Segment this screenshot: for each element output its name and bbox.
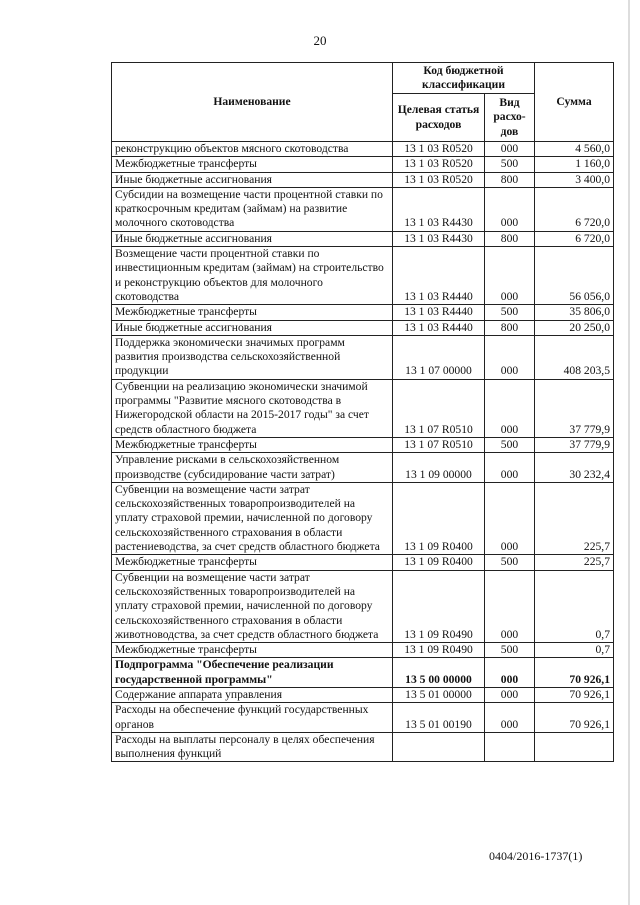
row-sum: 408 203,5 [535,335,614,379]
row-name: Иные бюджетные ассигнования [112,172,393,187]
row-name: Межбюджетные трансферты [112,437,393,452]
row-name: Межбюджетные трансферты [112,643,393,658]
row-sum: 0,7 [535,643,614,658]
row-name: Субвенции на возмещение части затрат сельскохозяйственных товаропроизводителей на уплату страховой премии, начисленной по договору сельскохозяйственного страхования в области животноводства, за счет средств областного бюджета [112,570,393,642]
row-type: 500 [485,643,535,658]
row-type: 000 [485,453,535,483]
row-code: 13 1 09 R0490 [393,643,485,658]
row-type: 000 [485,187,535,231]
row-code: 13 1 09 R0490 [393,570,485,642]
table-row [112,482,614,554]
row-sum: 0,7 [535,570,614,642]
row-sum: 70 926,1 [535,703,614,733]
row-name: Субсидии на возмещение части процентной ставки по краткосрочным кредитам (займам) на развитие молочного скотоводства [112,187,393,231]
row-code: 13 5 00 00000 [393,658,485,688]
table-row [112,687,614,702]
header-name: Наименование [112,63,393,142]
row-type: 000 [485,570,535,642]
row-sum: 37 779,9 [535,437,614,452]
row-sum: 6 720,0 [535,231,614,246]
row-code: 13 5 01 00190 [393,703,485,733]
row-sum: 225,7 [535,555,614,570]
row-type: 000 [485,482,535,554]
table-row [112,247,614,305]
table-row [112,379,614,437]
row-code: 13 1 03 R4440 [393,320,485,335]
document-id: 0404/2016-1737(1) [489,849,583,863]
table-row [112,453,614,483]
row-name: Межбюджетные трансферты [112,555,393,570]
table-row [112,335,614,379]
row-sum: 225,7 [535,482,614,554]
row-code [393,732,485,762]
row-name: Расходы на обеспечение функций государственных органов [112,703,393,733]
row-sum: 56 056,0 [535,247,614,305]
row-type [485,732,535,762]
row-name: Субвенции на возмещение части затрат сельскохозяйственных товаропроизводителей на уплату страховой премии, начисленной по договору сельскохозяйственного страхования в области растениеводства, за счет средств областного бюджета [112,482,393,554]
row-name: Расходы на выплаты персоналу в целях обеспечения выполнения функций [112,732,393,762]
row-type: 000 [485,247,535,305]
row-type: 000 [485,703,535,733]
row-sum: 3 400,0 [535,172,614,187]
table-row [112,643,614,658]
row-sum [535,732,614,762]
row-name: Иные бюджетные ассигнования [112,320,393,335]
row-code: 13 1 03 R4440 [393,247,485,305]
row-code: 13 1 09 R0400 [393,482,485,554]
row-name: Иные бюджетные ассигнования [112,231,393,246]
row-type: 000 [485,658,535,688]
row-type: 500 [485,555,535,570]
row-code: 13 1 09 R0400 [393,555,485,570]
row-sum: 70 926,1 [535,687,614,702]
row-name: Возмещение части процентной ставки по инвестиционным кредитам (займам) на строительство и реконструкцию объектов для молочного скотоводства [112,247,393,305]
row-type: 000 [485,379,535,437]
row-type: 800 [485,320,535,335]
table-row [112,658,614,688]
row-type: 500 [485,157,535,172]
row-sum: 70 926,1 [535,658,614,688]
row-sum: 20 250,0 [535,320,614,335]
row-type: 500 [485,305,535,320]
table-row [112,172,614,187]
header-code-group: Код бюджетной классификации [393,63,535,94]
row-sum: 6 720,0 [535,187,614,231]
row-sum: 35 806,0 [535,305,614,320]
row-code: 13 1 03 R4440 [393,305,485,320]
table-row [112,570,614,642]
row-sum: 4 560,0 [535,142,614,157]
header-sum: Сумма [535,63,614,142]
table-row [112,437,614,452]
row-type: 000 [485,335,535,379]
row-type: 800 [485,231,535,246]
row-code: 13 1 07 00000 [393,335,485,379]
page-number: 20 [313,33,327,48]
table-row [112,142,614,157]
row-code: 13 1 03 R0520 [393,142,485,157]
row-sum: 37 779,9 [535,379,614,437]
row-type: 800 [485,172,535,187]
table-row [112,732,614,762]
table-row [112,555,614,570]
table-row [112,320,614,335]
row-sum: 30 232,4 [535,453,614,483]
table-row [112,703,614,733]
table-row [112,305,614,320]
header-target: Целевая статья расходов [393,94,485,142]
row-type: 000 [485,142,535,157]
row-type: 500 [485,437,535,452]
table-row [112,231,614,246]
row-code: 13 1 03 R0520 [393,172,485,187]
row-code: 13 1 03 R0520 [393,157,485,172]
row-code: 13 1 09 00000 [393,453,485,483]
row-name: Содержание аппарата управления [112,687,393,702]
table-row [112,157,614,172]
row-name: Субвенции на реализацию экономически значимой программы "Развитие мясного скотоводства в Нижегородской области на 2015-2017 годы" за счет средств областного бюджета [112,379,393,437]
row-code: 13 1 07 R0510 [393,379,485,437]
row-name: Управление рисками в сельскохозяйственном производстве (субсидирование части затрат) [112,453,393,483]
row-code: 13 5 01 00000 [393,687,485,702]
scan-edge [628,0,630,905]
row-name: Межбюджетные трансферты [112,305,393,320]
row-name: Подпрограмма "Обеспечение реализации государственной программы" [112,658,393,688]
row-sum: 1 160,0 [535,157,614,172]
row-code: 13 1 03 R4430 [393,187,485,231]
header-type: Вид расхо-дов [485,94,535,142]
row-name: реконструкцию объектов мясного скотоводства [112,142,393,157]
row-code: 13 1 07 R0510 [393,437,485,452]
budget-table [111,62,614,762]
row-name: Поддержка экономически значимых программ развития производства сельскохозяйственной продукции [112,335,393,379]
row-name: Межбюджетные трансферты [112,157,393,172]
table-row [112,187,614,231]
row-type: 000 [485,687,535,702]
row-code: 13 1 03 R4430 [393,231,485,246]
